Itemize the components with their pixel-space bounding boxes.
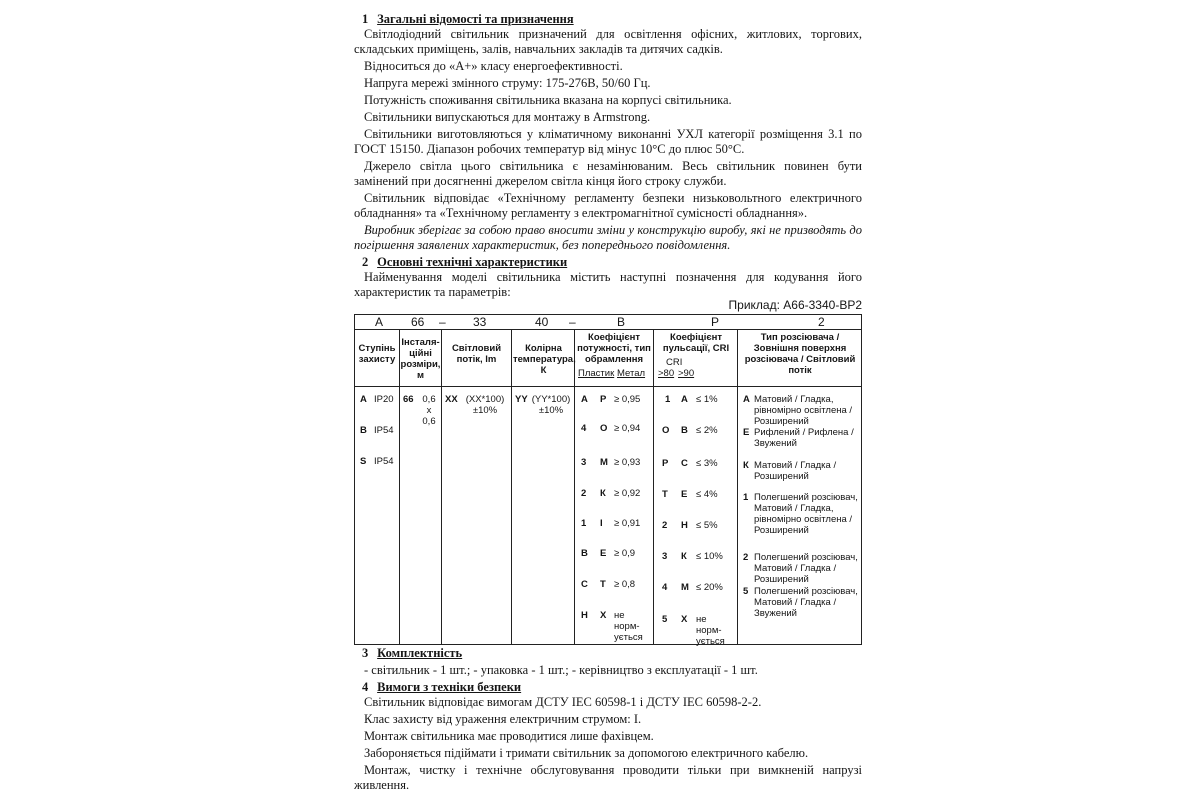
header-pf: Коефіцієнт потужності, тип обрамлення <box>577 332 651 365</box>
section-number: 1 <box>362 12 369 26</box>
pulse-cri80-code: 1 <box>665 394 671 405</box>
paragraph: Потужність споживання світильника вказана на корпусі світильника. <box>364 93 732 107</box>
pulse-cri80-code: 4 <box>662 582 668 593</box>
pulse-value: ≤ 5% <box>696 520 718 531</box>
diffuser-code: Е <box>743 427 750 438</box>
pf-plastic-code: 2 <box>581 488 587 499</box>
pf-metal-code: Р <box>600 394 607 405</box>
flux-value: (ХХ*100) ±10% <box>465 394 505 416</box>
pf-value: ≥ 0,95 <box>614 394 641 405</box>
pulse-cri80-code: Р <box>662 458 669 469</box>
pulse-cri90-code: Е <box>681 489 688 500</box>
header-pf-plastic: Пластик <box>578 368 615 379</box>
pf-value: ≥ 0,8 <box>614 579 636 590</box>
pf-metal-code: Х <box>600 610 607 621</box>
protection-code: В <box>360 425 367 436</box>
pf-plastic-code: 3 <box>581 457 587 468</box>
header-size: Інсталя-ційні розміри, м <box>400 337 441 381</box>
column-divider <box>511 329 512 644</box>
pf-value: не норм-ується <box>614 610 643 643</box>
package-contents: - світильник - 1 шт.; - упаковка - 1 шт.; - керівництво з експлуатації - 1 шт. <box>364 663 758 677</box>
paragraph: Світильники виготовляються у кліматичному виконанні УХЛ категорії розміщення 3.1 по ГОСТ 15150. Діапазон робочих температур від мінус 10°С до плюс 50°С. <box>354 127 862 156</box>
pf-metal-code: Т <box>600 579 606 590</box>
header-divider <box>355 386 861 387</box>
section-1-heading <box>354 12 862 27</box>
section-2-heading <box>354 255 862 270</box>
code-letter: 33 <box>473 315 487 329</box>
diffuser-code: 1 <box>743 492 749 503</box>
diffuser-value: Полегшений розсіювач, Матовий / Гладка, рівномірно освітлена / Розширений <box>754 492 858 536</box>
code-letter: 40 <box>535 315 549 329</box>
header-diffuser: Тип розсіювача / Зовнішня поверхня розсіювача / Світловий потік <box>744 332 856 376</box>
manual-page <box>354 12 862 795</box>
paragraph: Монтаж, чистку і технічне обслуговування проводити тільки при вимкненій напрузі живлення. <box>354 763 862 792</box>
model-code-table <box>354 314 862 645</box>
code-letter: 66 <box>411 315 425 329</box>
pulse-value: ≤ 1% <box>696 394 718 405</box>
paragraph: Відноситься до «А+» класу енергоефективності. <box>364 59 623 73</box>
column-divider <box>574 329 575 644</box>
header-protection: Ступінь захисту <box>358 343 396 365</box>
protection-value: IP54 <box>374 456 394 467</box>
paragraph: Клас захисту від ураження електричним струмом: І. <box>364 712 642 726</box>
code-line <box>355 315 861 330</box>
protection-value: IP20 <box>374 394 394 405</box>
pulse-value: не норм-ується <box>696 614 725 647</box>
pulse-value: ≤ 10% <box>696 551 723 562</box>
header-temp: Колірна температура, К <box>513 343 576 376</box>
pf-plastic-code: Н <box>581 610 588 621</box>
diffuser-code: 2 <box>743 552 749 563</box>
diffuser-value: Рифлений / Рифлена / Звужений <box>754 427 854 449</box>
pulse-value: ≤ 2% <box>696 425 718 436</box>
pulse-cri80-code: 5 <box>662 614 668 625</box>
diffuser-code: К <box>743 460 749 471</box>
diffuser-value: Матовий / Гладка, рівномірно освітлена / Розширений <box>754 394 853 427</box>
header-pulse: Коефіцієнт пульсації, CRI <box>662 332 730 354</box>
paragraph: Світильник відповідає «Технічному регламенту безпеки низьковольтного електричного обладнання» та «Технічному регламенту з електромагнітної сумісності обладнання». <box>354 191 862 220</box>
paragraph: Джерело світла цього світильника є незамінюваним. Весь світильник повинен бути замінений при досягненні джерелом світла кінця його строку служби. <box>354 159 862 188</box>
pulse-cri90-code: Х <box>681 614 688 625</box>
header-cri: CRI <box>666 357 683 368</box>
column-divider <box>441 329 442 644</box>
diffuser-value: Полегшений розсіювач, Матовий / Гладка / Звужений <box>754 586 858 619</box>
pulse-cri90-code: С <box>681 458 688 469</box>
pf-metal-code: М <box>600 457 608 468</box>
pf-value: ≥ 0,93 <box>614 457 641 468</box>
section-title: Комплектність <box>377 646 463 660</box>
manufacturer-note: Виробник зберігає за собою право вносити зміни у конструкцію виробу, які не призводять до погіршення заявлених характеристик, без попереднього повідомлення. <box>354 223 862 252</box>
size-code: 66 <box>403 394 414 405</box>
section-title: Основні технічні характеристики <box>377 255 568 269</box>
paragraph: Забороняється підіймати і тримати світильник за допомогою електричного кабелю. <box>364 746 809 760</box>
column-divider <box>653 329 654 644</box>
pulse-cri80-code: 3 <box>662 551 668 562</box>
pulse-value: ≤ 20% <box>696 582 723 593</box>
paragraph: Світильник відповідає вимогам ДСТУ IEC 60598-1 і ДСТУ IEC 60598-2-2. <box>364 695 762 709</box>
temp-code: YY <box>515 394 528 405</box>
header-pf-metal: Метал <box>617 368 646 379</box>
paragraph: Світильники випускаються для монтажу в Armstrong. <box>364 110 651 124</box>
model-example: Приклад: А66-3340-ВР2 <box>728 298 862 312</box>
pulse-cri80-code: 2 <box>662 520 668 531</box>
pf-value: ≥ 0,94 <box>614 423 641 434</box>
column-divider <box>737 329 738 644</box>
paragraph: Світлодіодний світильник призначений для освітлення офісних, житлових, торгових, складських приміщень, залів, навчальних закладів та дитячих садків. <box>354 27 862 56</box>
paragraph: Найменування моделі світильника містить наступні позначення для кодування його характеристик та параметрів: <box>354 270 862 299</box>
pulse-cri90-code: Н <box>681 520 688 531</box>
code-letter: – <box>439 315 446 329</box>
pf-value: ≥ 0,91 <box>614 518 641 529</box>
code-letter: 2 <box>818 315 825 329</box>
pulse-cri80-code: О <box>662 425 670 436</box>
section-4-heading <box>354 680 862 695</box>
protection-code: S <box>360 456 367 467</box>
diffuser-code: А <box>743 394 750 405</box>
section-title: Вимоги з техніки безпеки <box>377 680 522 694</box>
pulse-cri90-code: К <box>681 551 687 562</box>
section-number: 4 <box>362 680 369 694</box>
pulse-cri90-code: В <box>681 425 688 436</box>
paragraph: Монтаж світильника має проводитися лише фахівцем. <box>364 729 654 743</box>
diffuser-value: Полегшений розсіювач, Матовий / Гладка / Розширений <box>754 552 858 585</box>
paragraph: Напруга мережі змінного струму: 175-276В, 50/60 Гц. <box>364 76 651 90</box>
pulse-value: ≤ 4% <box>696 489 718 500</box>
section-number: 2 <box>362 255 369 269</box>
pf-value: ≥ 0,92 <box>614 488 641 499</box>
code-letter: А <box>375 315 384 329</box>
pf-plastic-code: В <box>581 548 588 559</box>
diffuser-code: 5 <box>743 586 749 597</box>
pf-metal-code: Е <box>600 548 607 559</box>
section-title: Загальні відомості та призначення <box>377 12 574 26</box>
pf-plastic-code: С <box>581 579 588 590</box>
diffuser-value: Матовий / Гладка / Розширений <box>754 460 837 482</box>
code-letter: Р <box>711 315 720 329</box>
pulse-value: ≤ 3% <box>696 458 718 469</box>
size-value: 0,6 х 0,6 <box>422 394 436 427</box>
pulse-cri90-code: М <box>681 582 689 593</box>
section-3-heading <box>354 646 862 661</box>
temp-value: (YY*100) ±10% <box>531 394 571 416</box>
pulse-cri90-code: А <box>681 394 688 405</box>
section-number: 3 <box>362 646 369 660</box>
code-letter: В <box>617 315 626 329</box>
pf-metal-code: О <box>600 423 608 434</box>
header-cri-80: >80 <box>658 368 675 379</box>
pf-plastic-code: А <box>581 394 588 405</box>
pf-metal-code: К <box>600 488 606 499</box>
header-flux: Світловий потік, lm <box>451 343 502 365</box>
protection-value: IP54 <box>374 425 394 436</box>
flux-code: ХХ <box>445 394 458 405</box>
pf-plastic-code: 1 <box>581 518 587 529</box>
protection-code: А <box>360 394 367 405</box>
pf-plastic-code: 4 <box>581 423 587 434</box>
header-cri-90: >90 <box>678 368 695 379</box>
pf-value: ≥ 0,9 <box>614 548 636 559</box>
code-letter: – <box>569 315 576 329</box>
pf-metal-code: І <box>600 518 603 529</box>
pulse-cri80-code: Т <box>662 489 668 500</box>
